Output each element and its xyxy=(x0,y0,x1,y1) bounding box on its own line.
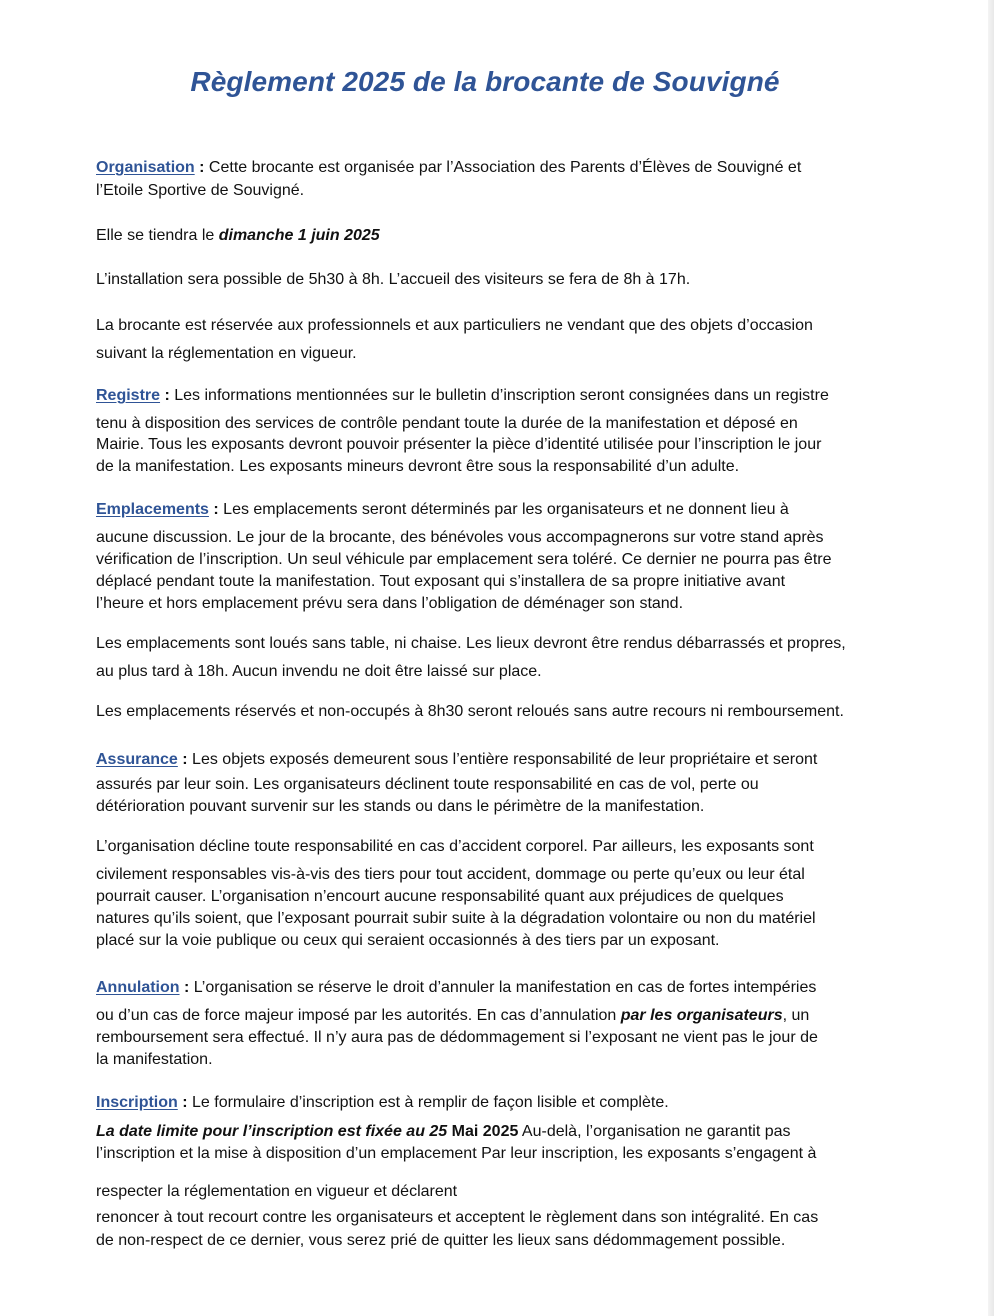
emplacements-p3-line: Les emplacements réservés et non-occupés à 8h30 seront reloués sans autre recours ni remboursement. xyxy=(96,703,844,720)
inscription-line-3: l’inscription et la mise à disposition d’un emplacement Par leur inscription, les exposants s’engagent à xyxy=(96,1145,817,1162)
assurance-p2-line-1: L’organisation décline toute responsabilité en cas d’accident corporel. Par ailleurs, les exposants sont xyxy=(96,838,814,855)
annulation-text-2a: ou d’un cas de force majeur imposé par les autorités. En cas d’annulation xyxy=(96,1007,621,1024)
annulation-heading: Annulation xyxy=(96,979,180,996)
date-prefix: Elle se tiendra le xyxy=(96,227,219,244)
registre-line-1 xyxy=(96,386,829,406)
registre-colon: : xyxy=(160,387,170,404)
assurance-p2-line-5: placé sur la voie publique ou ceux qui seraient occasionnés à des tiers par un exposant. xyxy=(96,932,720,949)
assurance-heading: Assurance xyxy=(96,751,178,768)
inscription-colon: : xyxy=(177,1094,188,1111)
assurance-p2-line-4: natures qu’ils soient, que l’exposant pourrait subir suite à la dégradation volontaire ou non du matériel xyxy=(96,910,816,927)
annulation-text-2c: , un xyxy=(782,1007,810,1024)
registre-heading: Registre xyxy=(96,387,161,404)
emplacements-line-4: déplacé pendant toute la manifestation. Tout exposant qui s’installera de sa propre initiative avant xyxy=(96,573,786,590)
emplacements-text-1: Les emplacements seront déterminés par les organisateurs et ne donnent lieu à xyxy=(218,501,789,518)
assurance-p2-line-2: civilement responsables vis-à-vis des tiers pour tout accident, dommage ou perte qu’eux ou leur étal xyxy=(96,866,805,883)
page-title: Règlement 2025 de la brocante de Souvigné xyxy=(190,66,780,97)
reserved-line-1: La brocante est réservée aux professionnels et aux particuliers ne vendant que des objets d’occasion xyxy=(96,317,813,334)
annulation-colon: : xyxy=(179,979,190,996)
deadline-month: Mai 2025 xyxy=(447,1123,519,1140)
event-date: dimanche 1 juin 2025 xyxy=(218,227,380,244)
inscription-line-5: renoncer à tout recourt contre les organisateurs et acceptent le règlement dans son intégralité. En cas xyxy=(96,1209,819,1226)
annulation-text-1: L’organisation se réserve le droit d’annuler la manifestation en cas de fortes intempéries xyxy=(189,979,817,996)
installation-line: L’installation sera possible de 5h30 à 8h. L’accueil des visiteurs se fera de 8h à 17h. xyxy=(96,271,691,288)
annulation-line-2 xyxy=(96,1006,809,1026)
annulation-line-3: remboursement sera effectué. Il n’y aura pas de dédommagement si l’exposant ne vient pas le jour de xyxy=(96,1029,818,1046)
emplacements-line-3: vérification de l’inscription. Un seul véhicule par emplacement sera toléré. Ce dernier ne pourra pas être xyxy=(96,551,832,568)
organisation-line-2: l’Etoile Sportive de Souvigné. xyxy=(96,182,305,199)
assurance-colon: : xyxy=(177,751,188,768)
deadline-text: La date limite pour l’inscription est fixée au 25 xyxy=(96,1123,448,1140)
annulation-emphasis: par les organisateurs xyxy=(620,1007,783,1024)
registre-line-2: tenu à disposition des services de contrôle pendant toute la durée de la manifestation et déposé en xyxy=(96,415,798,432)
emplacements-line-1 xyxy=(96,500,789,520)
annulation-line-4: la manifestation. xyxy=(96,1051,213,1068)
organisation-colon: : xyxy=(194,159,205,176)
emplacements-colon: : xyxy=(208,501,219,518)
assurance-p2-line-3: pourrait causer. L’organisation n’encourt aucune responsabilité quant aux préjudices de quelques xyxy=(96,888,784,905)
registre-line-4: de la manifestation. Les exposants mineurs devront être sous la responsabilité d’un adulte. xyxy=(96,458,740,475)
reserved-line-2: suivant la réglementation en vigueur. xyxy=(96,345,357,362)
page-edge-shadow xyxy=(988,0,994,1316)
organisation-text-1: Cette brocante est organisée par l’Association des Parents d’Élèves de Souvigné et xyxy=(204,159,802,176)
registre-line-3: Mairie. Tous les exposants devront pouvoir présenter la pièce d’identité utilisée pour l’inscription le jour xyxy=(96,436,822,453)
emplacements-p2-line-2: au plus tard à 18h. Aucun invendu ne doit être laissé sur place. xyxy=(96,663,542,680)
date-line xyxy=(96,226,380,246)
inscription-line-1 xyxy=(96,1093,669,1113)
inscription-line-4: respecter la réglementation en vigueur et déclarent xyxy=(96,1183,458,1200)
assurance-line-1 xyxy=(96,750,817,770)
organisation-heading: Organisation xyxy=(96,159,195,176)
registre-text-1: Les informations mentionnées sur le bulletin d’inscription seront consignées dans un registre xyxy=(169,387,829,404)
inscription-line-6: de non-respect de ce dernier, vous serez prié de quitter les lieux sans dédommagement possible. xyxy=(96,1232,786,1249)
organisation-line-1 xyxy=(96,158,801,178)
inscription-heading: Inscription xyxy=(96,1094,178,1111)
inscription-text-2c: Au-delà, l’organisation ne garantit pas xyxy=(518,1123,791,1140)
emplacements-line-2: aucune discussion. Le jour de la brocante, des bénévoles vous accompagnerons sur votre stand après xyxy=(96,529,824,546)
inscription-line-2 xyxy=(96,1122,791,1142)
inscription-text-1: Le formulaire d’inscription est à remplir de façon lisible et complète. xyxy=(187,1094,669,1111)
emplacements-p2-line-1: Les emplacements sont loués sans table, ni chaise. Les lieux devront être rendus débarrassés et propres, xyxy=(96,635,846,652)
emplacements-heading: Emplacements xyxy=(96,501,209,518)
emplacements-line-5: l’heure et hors emplacement prévu sera dans l’obligation de déménager son stand. xyxy=(96,595,684,612)
assurance-text-1: Les objets exposés demeurent sous l’entière responsabilité de leur propriétaire et seront xyxy=(187,751,818,768)
annulation-line-1 xyxy=(96,978,816,998)
assurance-line-3: détérioration pouvant survenir sur les stands ou dans le périmètre de la manifestation. xyxy=(96,798,705,815)
assurance-line-2: assurés par leur soin. Les organisateurs déclinent toute responsabilité en cas de vol, perte ou xyxy=(96,776,759,793)
